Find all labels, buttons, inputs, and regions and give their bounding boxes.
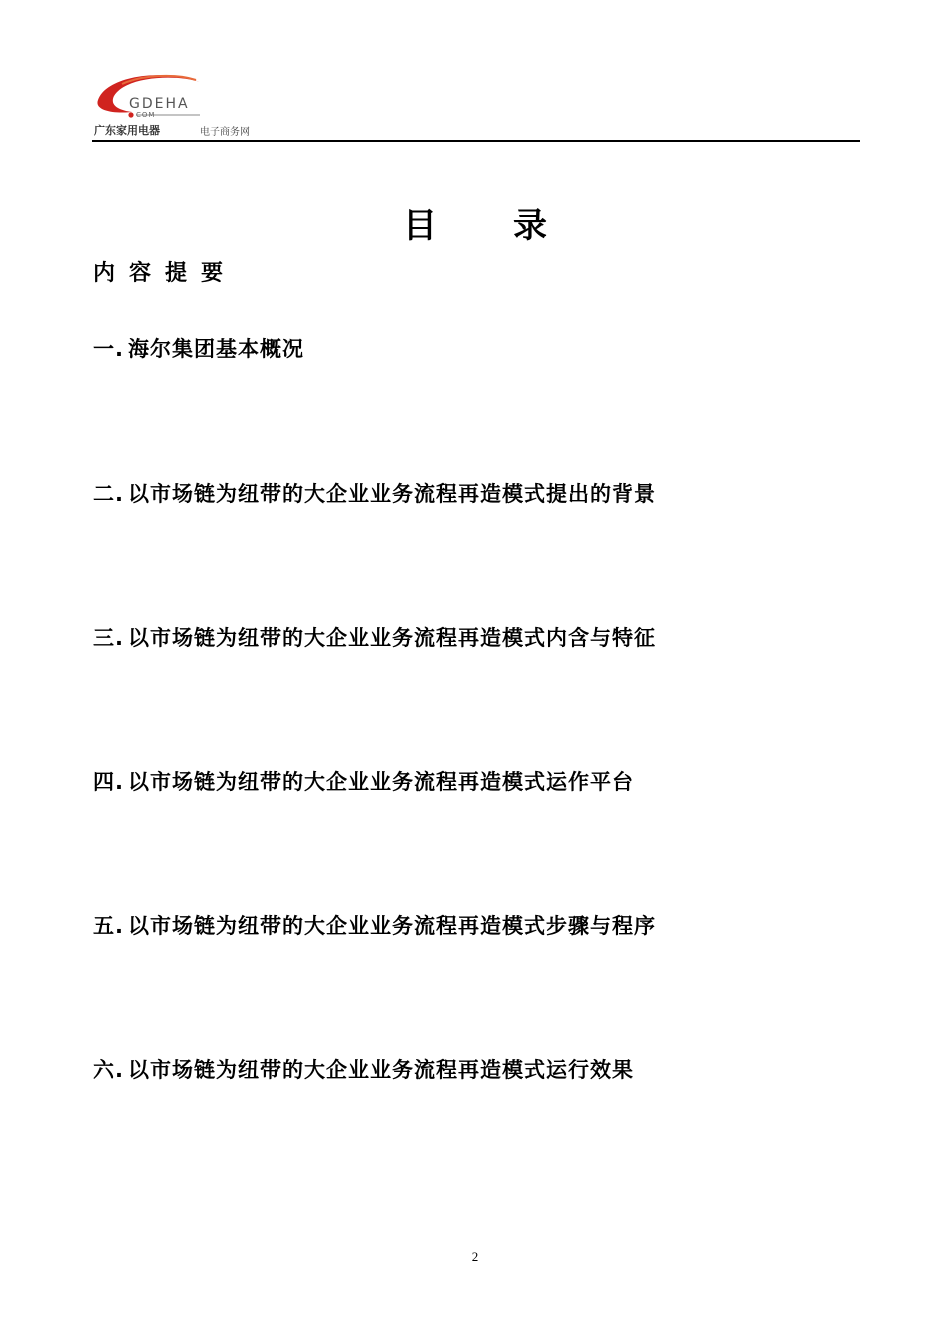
logo-brand-text: GDEHA [129,96,190,112]
summary-heading: 内容提要 [93,261,238,286]
toc-item [93,766,634,796]
page-number: 2 [471,1249,479,1264]
gdeha-logo [92,70,292,138]
logo-company-name: 广东家用电器 [94,124,160,137]
toc-item [93,622,656,652]
toc-item-text: 以市场链为纽带的大企业业务流程再造模式提出的背景 [127,482,656,506]
logo-company-sub: 电子商务网 [200,127,250,138]
page-header [92,70,860,142]
toc-item-number: 二. [93,482,124,506]
toc-item-number: 一. [93,337,124,361]
header-divider [92,140,860,142]
toc-item [93,1054,634,1084]
toc-item-number: 五. [93,914,124,938]
toc-item-text: 以市场链为纽带的大企业业务流程再造模式运行效果 [127,1058,634,1082]
toc-item-text: 海尔集团基本概况 [127,337,304,361]
toc-item [93,478,656,508]
toc-item [93,333,304,363]
toc-item-text: 以市场链为纽带的大企业业务流程再造模式步骤与程序 [127,914,656,938]
toc-item-text: 以市场链为纽带的大企业业务流程再造模式运作平台 [127,770,634,794]
toc-item [93,910,656,940]
toc-item-number: 三. [93,626,124,650]
toc-item-number: 四. [93,770,124,794]
toc-item-number: 六. [93,1058,124,1082]
logo-com-text: COM [136,111,156,119]
page-title: 目录 [403,206,623,246]
toc-item-text: 以市场链为纽带的大企业业务流程再造模式内含与特征 [127,626,656,650]
